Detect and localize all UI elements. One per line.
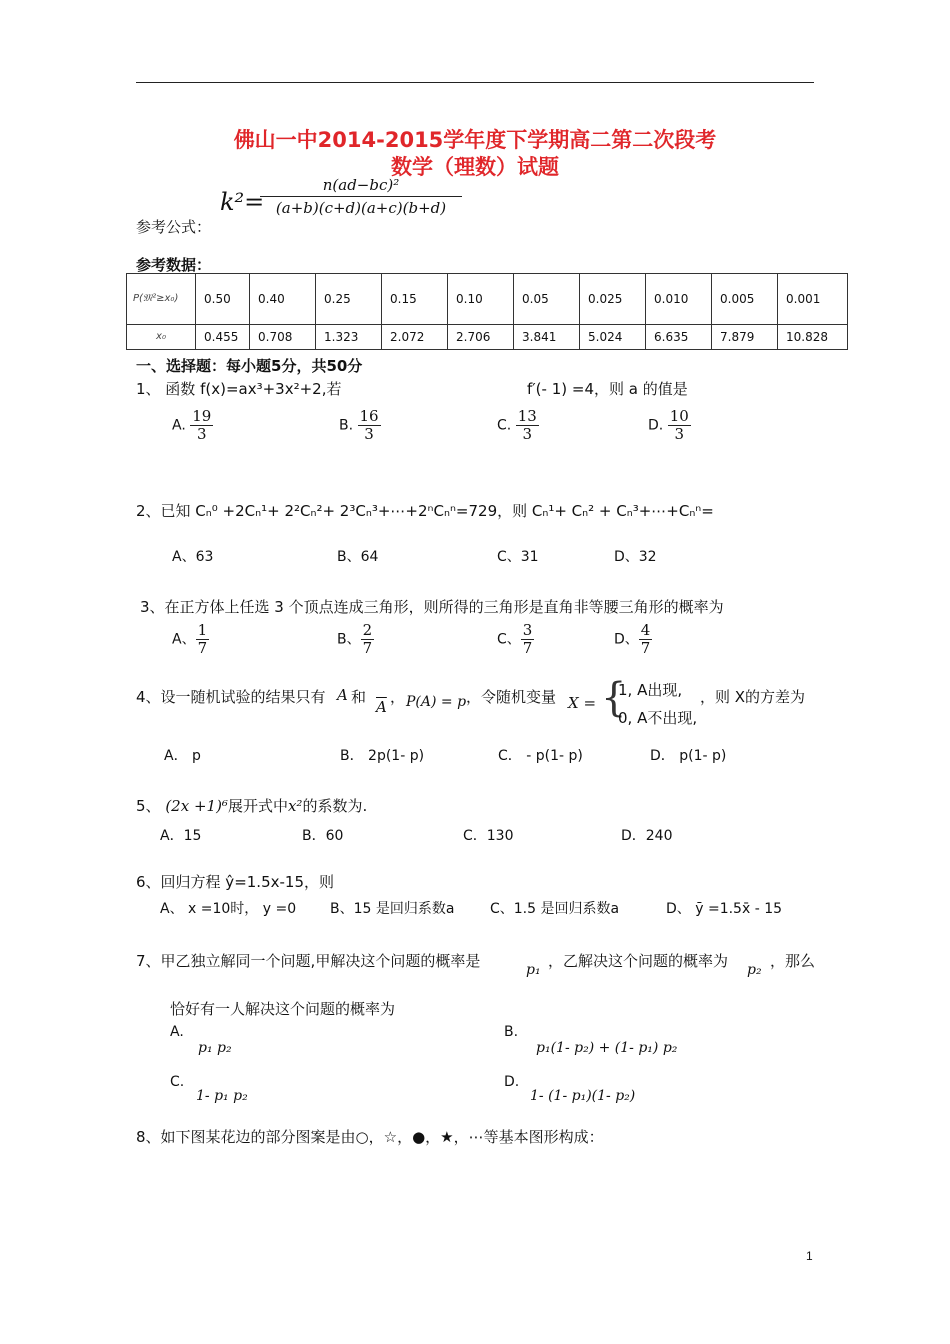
ref-data-label: 参考数据： <box>136 256 212 274</box>
formula-numerator: n(ad−bc)² <box>322 176 400 194</box>
q7-option-d: 1- (1- p₁)(1- p₂) <box>530 1088 636 1104</box>
q7-option-a-label: A. <box>170 1024 184 1040</box>
q4-tail: ，则 X的方差为 <box>700 688 806 706</box>
q2-option-d: D、32 <box>614 549 657 565</box>
q3-option-c: C、 $\frac{3}{7}$ <box>497 621 533 657</box>
q7-option-c-label: C. <box>170 1074 185 1090</box>
table-cell: 0.25 <box>316 274 382 325</box>
q7-line2: 恰好有一人解决这个问题的概率为 <box>170 1000 396 1018</box>
exam-subtitle: 数学（理数）试题 <box>391 155 559 179</box>
q4-option-b: B． 2p(1- p) <box>340 748 425 764</box>
q5-option-c: C．130 <box>463 828 514 844</box>
table-cell: 1.323 <box>316 325 382 350</box>
q4-option-a: A． p <box>164 748 201 764</box>
q1-option-c: C. $\frac{13}{3}$ <box>497 407 537 443</box>
table-cell: 0.10 <box>448 274 514 325</box>
q7-p1: p₁ <box>526 962 541 978</box>
q1-option-b: B. $\frac{16}{3}$ <box>339 407 379 443</box>
q5-option-b: B．60 <box>302 828 344 844</box>
q7-option-b-label: B. <box>504 1024 519 1040</box>
page-number: 1 <box>806 1249 813 1263</box>
q4-probability: P(A) = p <box>406 694 467 710</box>
table-cell: 10.828 <box>778 325 848 350</box>
table-row-x <box>127 325 848 350</box>
top-rule <box>136 82 814 83</box>
q2-option-b: B、64 <box>337 549 379 565</box>
table-cell: 0.708 <box>250 325 316 350</box>
q6-option-b: B、15 是回归系数a <box>330 901 455 917</box>
table-cell: 0.005 <box>712 274 778 325</box>
q6-stem: 6、回归方程 ŷ=1.5x-15，则 <box>136 873 334 891</box>
q7-stem-c: ，那么 <box>770 952 816 970</box>
q2-option-c: C、31 <box>497 549 539 565</box>
table-cell: 0.455 <box>196 325 250 350</box>
q4-stem-a: 4、设一随机试验的结果只有 <box>136 688 326 706</box>
q3-option-a: A、 $\frac{1}{7}$ <box>172 621 208 657</box>
table-cell: 7.879 <box>712 325 778 350</box>
table-cell: 2.072 <box>382 325 448 350</box>
q7-p2: p₂ <box>747 962 762 978</box>
q5-option-a: A．15 <box>160 828 202 844</box>
table-cell: 5.024 <box>580 325 646 350</box>
q7-stem-b: ，乙解决这个问题的概率为 <box>548 952 729 970</box>
q4-event-abar: $\overline{A}$ <box>376 698 387 716</box>
table-cell: 6.635 <box>646 325 712 350</box>
q4-mid: ，令随机变量 <box>466 688 557 706</box>
q4-event-a: A <box>337 686 348 704</box>
q1-stem: 1、 函数 f(x)=ax³+3x²+2,若 <box>136 380 342 398</box>
table-cell: 0.50 <box>196 274 250 325</box>
q3-option-b: B、 $\frac{2}{7}$ <box>337 621 373 657</box>
q6-option-a: A、 x =10时， y =0 <box>160 901 297 917</box>
row-header-p: P(𝔐²≥x₀) <box>127 274 196 325</box>
q4-option-c: C． - p(1- p) <box>498 748 583 764</box>
formula-label: 参考公式： <box>136 218 212 236</box>
critical-value-table <box>126 273 848 350</box>
section-title: 一、选择题：每小题5分，共50分 <box>136 357 363 375</box>
q5-stem: 5、 (2x +1)⁶展开式中x²的系数为. <box>136 797 368 815</box>
q7-stem-a: 7、甲乙独立解同一个问题,甲解决这个问题的概率是 <box>136 952 481 970</box>
table-cell: 0.010 <box>646 274 712 325</box>
table-cell: 2.706 <box>448 325 514 350</box>
q6-option-c: C、1.5 是回归系数a <box>490 901 620 917</box>
q5-option-d: D．240 <box>621 828 673 844</box>
q4-case1: 1, A出现, <box>618 681 683 699</box>
q8-stem: 8、如下图某花边的部分图案是由○，☆，●，★，⋯等基本图形构成： <box>136 1128 604 1146</box>
brace-icon: { <box>601 675 627 721</box>
formula-denominator: (a+b)(c+d)(a+c)(b+d) <box>275 199 447 217</box>
q1-condition: f′(- 1) =4，则 a 的值是 <box>527 380 688 398</box>
table-cell: 0.025 <box>580 274 646 325</box>
table-cell: 0.001 <box>778 274 848 325</box>
q4-case2: 0, A不出现, <box>618 709 698 727</box>
q4-variable: X = <box>568 694 597 712</box>
chi-square-formula <box>258 174 464 219</box>
q4-and: 和 <box>351 688 367 706</box>
q3-stem: 3、在正方体上任选 3 个顶点连成三角形，则所得的三角形是直角非等腰三角形的概率为 <box>140 598 724 616</box>
q4-option-d: D． p(1- p) <box>650 748 727 764</box>
table-cell: 0.15 <box>382 274 448 325</box>
q7-option-c: 1- p₁ p₂ <box>196 1088 248 1104</box>
q1-option-a: A. $\frac{19}{3}$ <box>172 407 212 443</box>
exam-title: 佛山一中2014-2015学年度下学期高二第二次段考 <box>233 128 717 152</box>
q3-option-d: D、 $\frac{4}{7}$ <box>614 621 651 657</box>
row-header-x: x₀ <box>127 325 196 350</box>
table-row-p <box>127 274 848 325</box>
q7-option-a: p₁ p₂ <box>198 1040 232 1056</box>
q1-option-d: D. $\frac{10}{3}$ <box>648 407 689 443</box>
q2-stem: 2、已知 Cₙ⁰ +2Cₙ¹+ 2²Cₙ²+ 2³Cₙ³+⋯+2ⁿCₙⁿ=729，则 Cₙ¹+ Cₙ² + Cₙ³+⋯+Cₙⁿ= <box>136 502 714 520</box>
table-cell: 0.05 <box>514 274 580 325</box>
q2-option-a: A、63 <box>172 549 214 565</box>
q7-option-b: p₁(1- p₂) + (1- p₁) p₂ <box>536 1040 678 1056</box>
q6-option-d: D、 ȳ =1.5x̄ - 15 <box>666 901 783 917</box>
table-cell: 3.841 <box>514 325 580 350</box>
table-cell: 0.40 <box>250 274 316 325</box>
q7-option-d-label: D. <box>504 1074 520 1090</box>
formula-lhs: k²= <box>220 188 265 216</box>
